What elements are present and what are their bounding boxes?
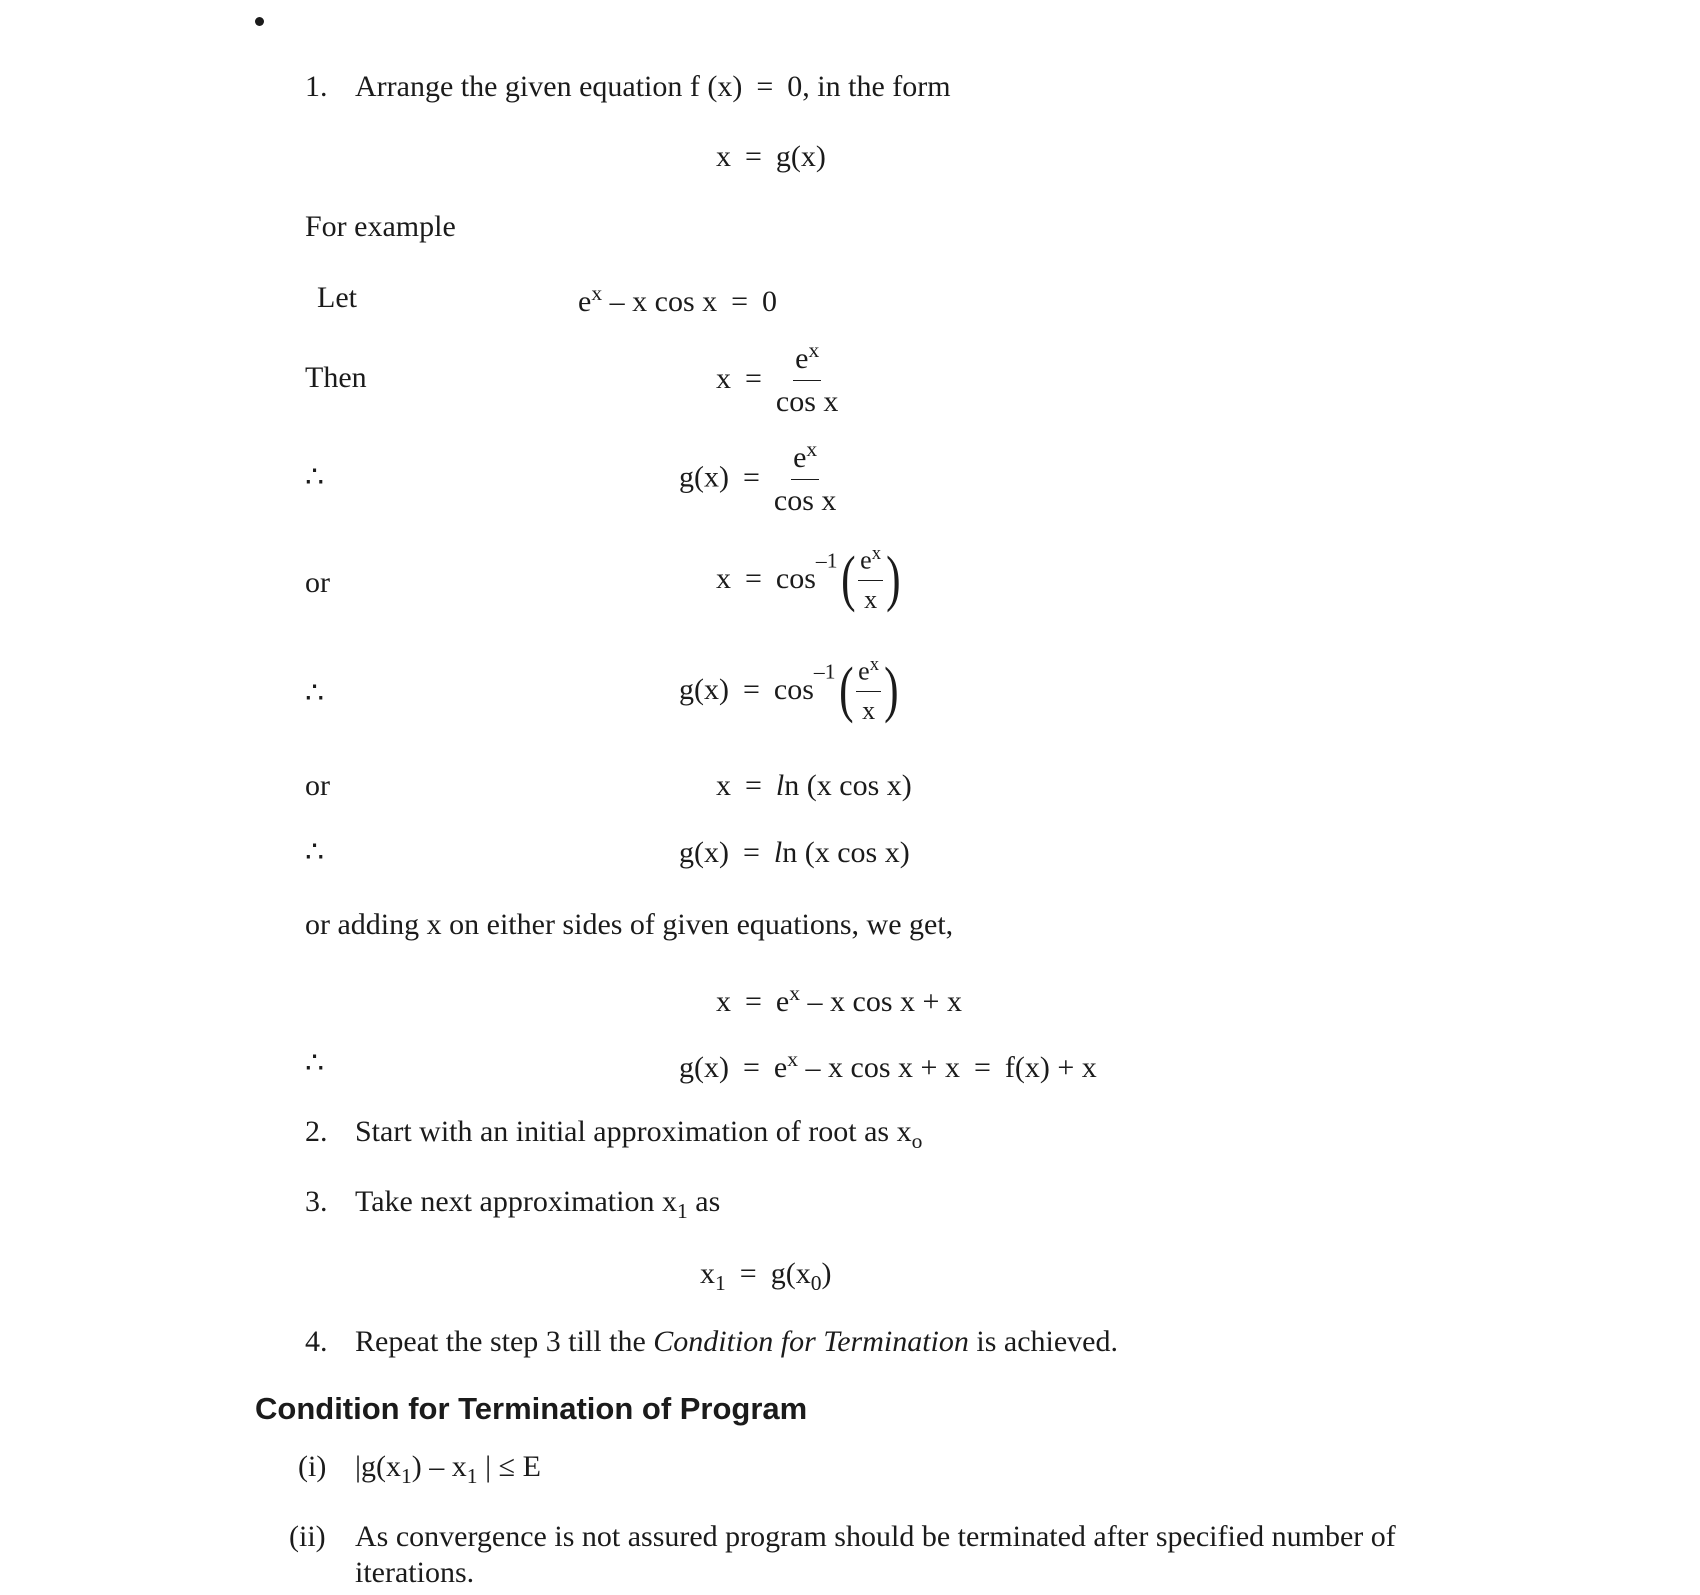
function: cos [773, 672, 814, 706]
rhs: n (x cos x) [782, 836, 910, 869]
lhs: g(x) [679, 1051, 729, 1084]
denominator: cos x [773, 484, 837, 517]
condition-1-part: | ≤ E [477, 1450, 541, 1483]
step-2 [305, 1117, 922, 1153]
subscript: 1 [676, 1199, 688, 1223]
lhs: x [716, 361, 731, 395]
rhs-rest: – x cos x + x [805, 1051, 960, 1084]
subscript: 1 [715, 1271, 726, 1295]
or-1-equation [716, 545, 904, 613]
function-exponent: –1 [815, 548, 838, 573]
or-1-label: or [305, 566, 330, 599]
lhs: g(x) [679, 460, 729, 494]
rhs: 0 [762, 285, 778, 318]
equals-sign: = [742, 1051, 760, 1084]
form-equation [716, 142, 826, 172]
exponent: x [871, 543, 882, 564]
step-3-text-end: as [695, 1185, 721, 1218]
equals-sign: = [973, 1051, 991, 1084]
adding-line: or adding x on either sides of given equations, we get, [305, 908, 954, 941]
numerator [791, 439, 819, 480]
equals-sign: = [745, 140, 762, 173]
equals-sign: = [731, 285, 749, 318]
open-paren: ( [840, 544, 856, 613]
then-equation [716, 340, 838, 417]
therefore-2-label: ∴ [305, 677, 325, 710]
step-1-rest: 0, in the form [787, 70, 951, 103]
therefore-1-label: ∴ [305, 461, 325, 494]
e: e [793, 441, 807, 474]
lhs: x [716, 561, 731, 595]
exponent: x [808, 338, 820, 362]
rhs: n (x cos x) [784, 769, 912, 802]
equals-sign: = [745, 361, 762, 395]
e: e [795, 342, 809, 375]
ln-l: l [773, 836, 783, 869]
exponent: x [591, 281, 603, 305]
equals-sign: = [742, 672, 760, 706]
e: e [858, 656, 870, 686]
e: e [578, 285, 592, 318]
rhs-close: ) [821, 1257, 832, 1290]
numerator [858, 545, 883, 581]
paren-fraction [838, 545, 904, 613]
therefore-3-equation [679, 838, 910, 868]
subscript: o [911, 1129, 923, 1153]
condition-1-part: |g(x [355, 1450, 401, 1483]
step-4-text-end: is achieved. [976, 1325, 1118, 1358]
step-2-number: 2. [305, 1115, 328, 1148]
subscript: 1 [401, 1464, 412, 1488]
subscript: 0 [810, 1271, 822, 1295]
step-3 [305, 1187, 720, 1223]
e: e [775, 985, 790, 1018]
fraction [856, 656, 881, 724]
paren-fraction [836, 656, 902, 724]
rhs: g(x) [775, 140, 826, 173]
equals-sign: = [745, 769, 762, 802]
lhs: x [716, 985, 731, 1018]
step-4 [305, 1327, 1118, 1357]
therefore-4-equation [679, 1049, 1097, 1083]
equals-sign: = [742, 836, 760, 869]
or-2-equation [716, 771, 912, 801]
fraction [858, 545, 883, 613]
condition-2-number: (ii) [289, 1520, 326, 1553]
step-2-text: Start with an initial approximation of root as x [355, 1115, 912, 1148]
lhs: x [716, 140, 731, 173]
e: e [773, 1051, 788, 1084]
rhs-rest: – x cos x + x [807, 985, 962, 1018]
denominator: x [862, 695, 876, 725]
then-label: Then [305, 361, 367, 394]
condition-1-part: ) – x [411, 1450, 467, 1483]
numerator [856, 656, 881, 692]
equals-sign: = [745, 985, 762, 1018]
rhs: g(x [770, 1257, 811, 1290]
condition-1 [298, 1452, 541, 1488]
x1-equation [700, 1259, 832, 1295]
condition-2-line2: iterations. [355, 1556, 475, 1589]
rhs2: f(x) + x [1004, 1051, 1097, 1084]
sum-equation [716, 983, 962, 1017]
step-4-italic: Condition for Termination [653, 1325, 969, 1358]
exponent: x [789, 981, 801, 1005]
step-3-number: 3. [305, 1185, 328, 1218]
for-example-label: For example [305, 210, 456, 243]
therefore-2-equation [679, 656, 902, 724]
function: cos [775, 561, 816, 595]
close-paren: ) [886, 544, 901, 613]
exponent: x [806, 437, 818, 461]
ln-l: l [775, 769, 785, 802]
exponent: x [869, 654, 880, 675]
lhs-rest: – x cos x [609, 285, 718, 318]
exponent: x [787, 1047, 799, 1071]
denominator: x [864, 584, 878, 614]
step-4-number: 4. [305, 1325, 328, 1358]
or-2-label: or [305, 769, 330, 802]
fraction [776, 340, 839, 417]
lhs: g(x) [679, 672, 729, 706]
therefore-1-equation [679, 439, 836, 516]
subscript: 1 [466, 1464, 478, 1488]
equals-sign: = [742, 460, 760, 494]
lhs: g(x) [679, 836, 729, 869]
condition-2-line1: As convergence is not assured program should be terminated after specified number of [355, 1520, 1396, 1553]
fraction [774, 439, 837, 516]
numerator [793, 340, 821, 381]
step-1 [305, 72, 951, 102]
condition-1-number: (i) [298, 1450, 327, 1483]
bullet-icon [255, 17, 264, 26]
e: e [860, 545, 872, 575]
equals-sign: = [756, 70, 774, 103]
therefore-4-label: ∴ [305, 1047, 325, 1080]
open-paren: ( [838, 655, 854, 724]
step-3-text: Take next approximation x [355, 1185, 677, 1218]
denominator: cos x [775, 385, 839, 418]
let-equation [578, 283, 777, 317]
lhs: x [716, 769, 731, 802]
step-4-text: Repeat the step 3 till the [355, 1325, 646, 1358]
equals-sign: = [739, 1257, 757, 1290]
step-1-text: Arrange the given equation f (x) [355, 70, 743, 103]
close-paren: ) [884, 655, 899, 724]
section-heading: Condition for Termination of Program [255, 1391, 808, 1426]
function-exponent: –1 [813, 659, 836, 684]
equals-sign: = [745, 561, 762, 595]
therefore-3-label: ∴ [305, 836, 325, 869]
step-1-number: 1. [305, 70, 328, 103]
let-label: Let [317, 281, 357, 314]
lhs: x [700, 1257, 715, 1290]
